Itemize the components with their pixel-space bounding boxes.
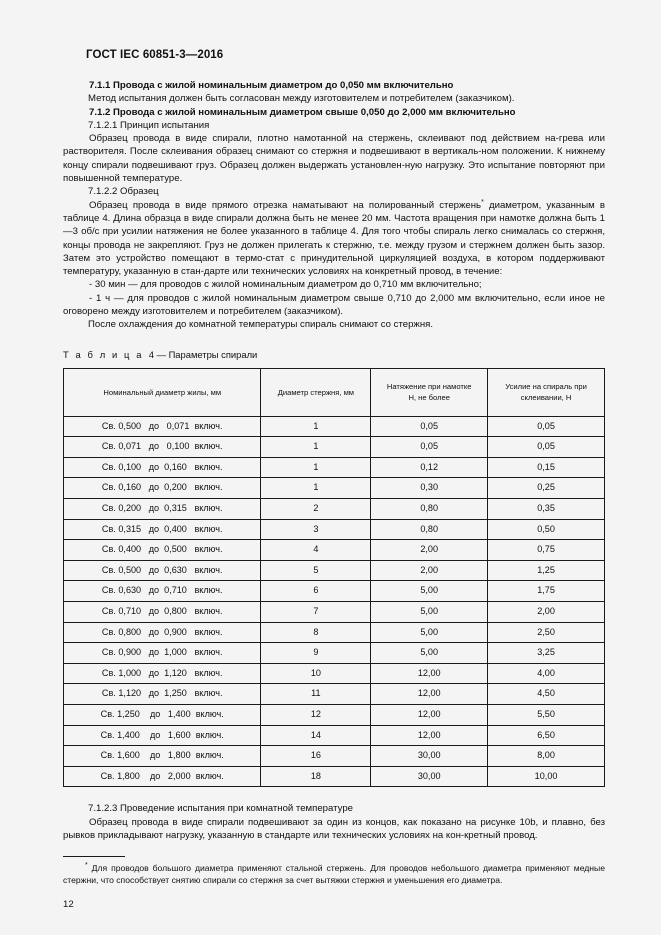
- cell-rod-diameter: 12: [261, 704, 371, 725]
- paragraph-7-1-1: Метод испытания должен быть согласован между изготовителем и потребителем (заказчиком).: [88, 93, 515, 105]
- heading-7-1-1: 7.1.1 Провода с жилой номинальным диаметром до 0,050 мм включительно: [89, 80, 454, 91]
- footnote-body: Для проводов большого диаметра применяют стальной стержень. Для проводов небольшого диаметра применяют медные стержни, что способствует снятию спирали со стержня за счет вытяжки стержня и уменьшения его диаметра.: [63, 863, 606, 886]
- table-caption-number: 4: [148, 348, 154, 360]
- footnote-marker: *: [85, 862, 88, 870]
- cell-bonding-force: 0,05: [488, 416, 605, 437]
- cell-rod-diameter: 16: [261, 746, 371, 767]
- cell-nominal-diameter: Св. 0,900 до 1,000 включ.: [64, 643, 261, 664]
- heading-7-1-2-2: 7.1.2.2 Образец: [88, 186, 159, 198]
- cell-nominal-diameter: Св. 0,710 до 0,800 включ.: [64, 601, 261, 622]
- cell-nominal-diameter: Св. 1,250 до 1,400 включ.: [64, 704, 261, 725]
- cell-nominal-diameter: Св. 0,800 до 0,900 включ.: [64, 622, 261, 643]
- cell-nominal-diameter: Св. 0,500 до 0,630 включ.: [64, 560, 261, 581]
- cell-bonding-force: 5,50: [488, 704, 605, 725]
- cell-rod-diameter: 4: [261, 540, 371, 561]
- paragraph-cooling: После охлаждения до комнатной температуры спираль снимают со стержня.: [88, 319, 434, 331]
- cell-winding-tension: 30,00: [371, 766, 488, 787]
- table-row: [64, 704, 605, 725]
- table-row: [64, 560, 605, 581]
- cell-rod-diameter: 5: [261, 560, 371, 581]
- table-row: [64, 519, 605, 540]
- heading-7-1-2-3: 7.1.2.3 Проведение испытания при комнатной температуре: [88, 803, 353, 815]
- cell-rod-diameter: 3: [261, 519, 371, 540]
- cell-nominal-diameter: Св. 0,100 до 0,160 включ.: [64, 457, 261, 478]
- cell-nominal-diameter: Св. 1,000 до 1,120 включ.: [64, 663, 261, 684]
- cell-rod-diameter: 2: [261, 499, 371, 520]
- cell-winding-tension: 12,00: [371, 684, 488, 705]
- cell-winding-tension: 0,05: [371, 416, 488, 437]
- cell-winding-tension: 12,00: [371, 663, 488, 684]
- cell-winding-tension: 12,00: [371, 704, 488, 725]
- table-row: [64, 499, 605, 520]
- cell-bonding-force: 2,00: [488, 601, 605, 622]
- footnote-block: [63, 862, 605, 886]
- cell-winding-tension: 5,00: [371, 581, 488, 602]
- table-row: [64, 725, 605, 746]
- table-row: [64, 601, 605, 622]
- table-header: [64, 368, 605, 416]
- footnote-reference-marker: *: [481, 198, 484, 206]
- cell-rod-diameter: 7: [261, 601, 371, 622]
- cell-bonding-force: 1,75: [488, 581, 605, 602]
- cell-rod-diameter: 8: [261, 622, 371, 643]
- table-header-row: [64, 368, 605, 416]
- cell-winding-tension: 5,00: [371, 643, 488, 664]
- table-row: [64, 766, 605, 787]
- cell-winding-tension: 2,00: [371, 540, 488, 561]
- table-row: [64, 540, 605, 561]
- cell-bonding-force: 0,25: [488, 478, 605, 499]
- table-row: [64, 478, 605, 499]
- cell-nominal-diameter: Св. 0,400 до 0,500 включ.: [64, 540, 261, 561]
- spiral-parameters-table: [63, 368, 605, 788]
- heading-7-1-2-1: 7.1.2.1 Принцип испытания: [88, 119, 210, 131]
- cell-rod-diameter: 1: [261, 437, 371, 458]
- cell-rod-diameter: 14: [261, 725, 371, 746]
- table-row: [64, 437, 605, 458]
- cell-winding-tension: 5,00: [371, 622, 488, 643]
- cell-bonding-force: 0,05: [488, 437, 605, 458]
- cell-bonding-force: 2,50: [488, 622, 605, 643]
- cell-nominal-diameter: Св. 0,315 до 0,400 включ.: [64, 519, 261, 540]
- section-7-1-2-3-body: [63, 802, 605, 842]
- cell-winding-tension: 0,80: [371, 519, 488, 540]
- section-7-1-body: [63, 79, 605, 332]
- cell-bonding-force: 6,50: [488, 725, 605, 746]
- paragraph-7-1-2-1: Образец провода в виде спирали, плотно намотанной на стержень, склеивают под действием на-грева или растворителя. После склеивания образец снимают со стержня и подвешивают в вертикаль-ном положении. К нижнему концу спирали подвешивают груз. Образец должен выдержать установлен-ную нагрузку. Это испытание повторяют при повышенной температуре.: [63, 133, 605, 185]
- column-header-rod-diameter: Диаметр стержня, мм: [261, 368, 371, 416]
- paragraph-7-1-2-3: Образец провода в виде спирали подвешивают за один из концов, как показано на рисунке 10b, и плавно, без рывков прикладывают нагрузку, указанную в стандарте или технических условиях на кон-кретный провод.: [63, 816, 605, 841]
- table-row: [64, 643, 605, 664]
- column-header-bonding-force-line2: склеивании, Н: [520, 393, 572, 403]
- cell-rod-diameter: 1: [261, 478, 371, 499]
- column-header-bonding-force-line1: Усилие на спираль при: [505, 382, 587, 392]
- cell-rod-diameter: 10: [261, 663, 371, 684]
- cell-winding-tension: 30,00: [371, 746, 488, 767]
- cell-bonding-force: 0,35: [488, 499, 605, 520]
- table-caption-label: Т а б л и ц а: [63, 348, 144, 360]
- cell-bonding-force: 0,75: [488, 540, 605, 561]
- cell-nominal-diameter: Св. 0,500 до 0,071 включ.: [64, 416, 261, 437]
- column-header-winding-tension: [371, 368, 488, 416]
- table-row: [64, 684, 605, 705]
- cell-nominal-diameter: Св. 0,200 до 0,315 включ.: [64, 499, 261, 520]
- cell-winding-tension: 2,00: [371, 560, 488, 581]
- table-row: [64, 622, 605, 643]
- cell-winding-tension: 5,00: [371, 601, 488, 622]
- cell-rod-diameter: 1: [261, 457, 371, 478]
- table-row: [64, 746, 605, 767]
- cell-bonding-force: 4,50: [488, 684, 605, 705]
- column-header-winding-tension-line2: Н, не более: [408, 393, 450, 403]
- cell-winding-tension: 0,30: [371, 478, 488, 499]
- cell-bonding-force: 3,25: [488, 643, 605, 664]
- cell-bonding-force: 0,15: [488, 457, 605, 478]
- table-row: [64, 416, 605, 437]
- cell-bonding-force: 4,00: [488, 663, 605, 684]
- footnote-text: [63, 862, 605, 886]
- cell-winding-tension: 0,12: [371, 457, 488, 478]
- column-header-bonding-force: [488, 368, 605, 416]
- cell-nominal-diameter: Св. 1,400 до 1,600 включ.: [64, 725, 261, 746]
- cell-rod-diameter: 6: [261, 581, 371, 602]
- cell-bonding-force: 1,25: [488, 560, 605, 581]
- bullet-duration-1-hour: - 1 ч — для проводов с жилой номинальным диаметром свыше 0,710 до 2,000 мм включительно, если иное не оговорено между изготовителем и потребителем (заказчиком).: [63, 292, 605, 318]
- cell-rod-diameter: 9: [261, 643, 371, 664]
- table-row: [64, 581, 605, 602]
- cell-winding-tension: 0,80: [371, 499, 488, 520]
- footnote-separator-rule: [63, 856, 125, 857]
- cell-nominal-diameter: Св. 1,600 до 1,800 включ.: [64, 746, 261, 767]
- cell-nominal-diameter: Св. 1,120 до 1,250 включ.: [64, 684, 261, 705]
- cell-winding-tension: 12,00: [371, 725, 488, 746]
- table-row: [64, 663, 605, 684]
- column-header-winding-tension-line1: Натяжение при намотке: [386, 382, 472, 392]
- cell-winding-tension: 0,05: [371, 437, 488, 458]
- cell-bonding-force: 0,50: [488, 519, 605, 540]
- paragraph-7-1-2-2-part-a: Образец провода в виде прямого отрезка наматывают на полированный стержень: [89, 199, 482, 211]
- bullet-duration-30-min: - 30 мин — для проводов с жилой номинальным диаметром до 0,710 мм включительно;: [89, 279, 482, 291]
- table-row: [64, 457, 605, 478]
- cell-rod-diameter: 18: [261, 766, 371, 787]
- page-content: [63, 0, 605, 910]
- cell-bonding-force: 8,00: [488, 746, 605, 767]
- table-caption-title: Параметры спирали: [168, 348, 258, 360]
- table-body: [64, 416, 605, 787]
- table-caption: [63, 349, 605, 360]
- cell-rod-diameter: 11: [261, 684, 371, 705]
- cell-bonding-force: 10,00: [488, 766, 605, 787]
- cell-nominal-diameter: Св. 0,071 до 0,100 включ.: [64, 437, 261, 458]
- column-header-nominal-diameter: Номинальный диаметр жилы, мм: [64, 368, 261, 416]
- paragraph-7-1-2-2-part-b: диаметром, указанным в таблице 4. Длина образца в виде спирали должна быть не менее 20 мм. Частота вращения при намотке должна быть 1—3 об/с при усилии натяжения не более указанного в таблице 4. Для того чтобы спираль легко снималась со стержня, концы провода не закрепляют. Груз не должен прилегать к стержню, т.е. между грузом и стержнем должен быть зазор. Затем это устройство помещают в термо-стат с принудительной циркуляцией воздуха, в котором поддерживают температуру, указанную в стан-дарте или технических условиях на конкретный провод, в течение:: [63, 199, 605, 278]
- cell-nominal-diameter: Св. 0,160 до 0,200 включ.: [64, 478, 261, 499]
- cell-nominal-diameter: Св. 0,630 до 0,710 включ.: [64, 581, 261, 602]
- page-number: 12: [63, 899, 74, 911]
- page-header-title: ГОСТ IEC 60851-3—2016: [86, 49, 224, 61]
- cell-nominal-diameter: Св. 1,800 до 2,000 включ.: [64, 766, 261, 787]
- table-caption-dash: —: [156, 348, 166, 360]
- heading-7-1-2: 7.1.2 Провода с жилой номинальным диаметром свыше 0,050 до 2,000 мм включительно: [89, 106, 516, 118]
- cell-rod-diameter: 1: [261, 416, 371, 437]
- paragraph-7-1-2-2: [63, 199, 605, 279]
